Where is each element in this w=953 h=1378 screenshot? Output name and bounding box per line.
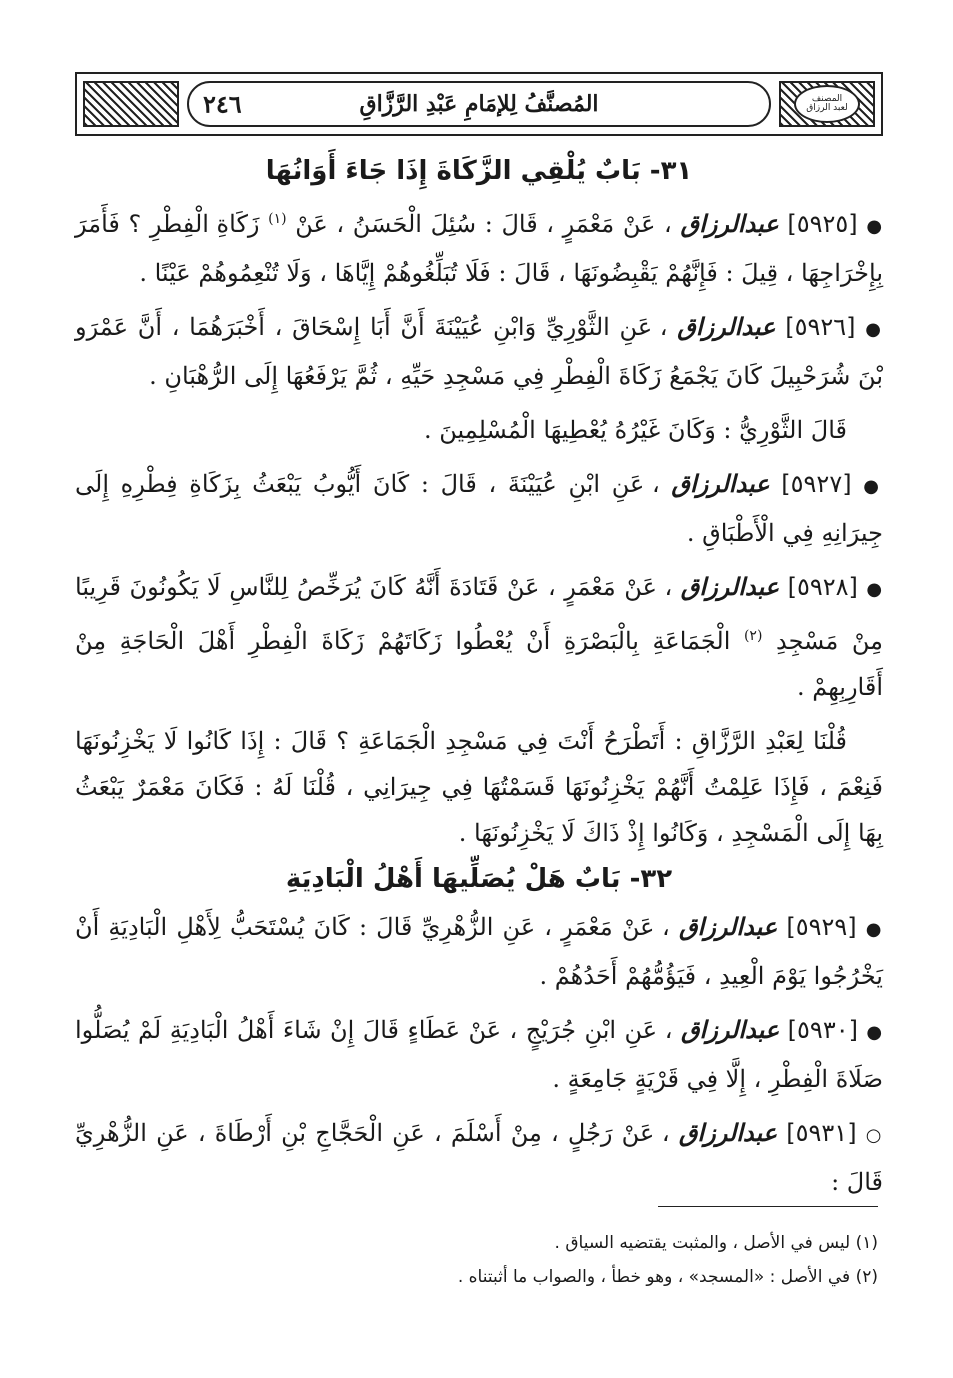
entry-text: ، عَنِ ابْنِ جُرَيْجٍ ، عَنْ عَطَاءٍ قَالَ إِنْ شَاءَ أَهْلُ الْبَادِيَةِ لَمْ يُصَلُّوا صَلَاةَ الْفِطْرِ ، إِلَّا فِي قَرْيَةٍ جَامِعَةٍ . bbox=[75, 1016, 883, 1093]
page-header bbox=[75, 72, 883, 136]
entry-text-after: الْجَمَاعَةِ بِالْبَصْرَةِ أَنْ يُعْطُوا زَكَاتَهُمْ زَكَاةَ الْفِطْرِ أَهْلَ الْحَاجَةِ مِنْ أَقَارِبِهِمْ . bbox=[75, 627, 883, 701]
footnote-1: (١) ليس في الأصل ، والمثبت يقتضيه السياق . bbox=[554, 1233, 878, 1253]
entry-text: ، عَنِ الثَّوْرِيِّ وَابْنِ عُيَيْنَةَ أَنَّ أَبَا إِسْحَاقَ ، أَخْبَرَهُمَا ، أَنَّ عَمْرَو بْنَ شُرَحْبِيلَ كَانَ يَجْمَعُ زَكَاةَ الْفِطْرِ فِي مَسْجِدِ حَيِّهِ ، ثُمَّ يَرْفَعُهَا إِلَى الرُّهْبَانِ . bbox=[75, 313, 883, 390]
entry-text: ، عَنِ ابْنِ عُيَيْنَةَ ، قَالَ : كَانَ أَيُّوبُ يَبْعَثُ بِزَكَاةِ فِطْرِهِ إِلَى جِيرَانِهِ فِي الْأَطْبَاقِ . bbox=[75, 470, 883, 547]
footnote-ref-2[interactable]: (٢) bbox=[743, 628, 763, 644]
entry-number: [٥٩٣١] bbox=[786, 1119, 857, 1147]
entry-number: [٥٩٢٨] bbox=[787, 573, 858, 601]
author-name: عبدالرزاق bbox=[671, 469, 770, 498]
bullet-icon: ● bbox=[865, 319, 883, 340]
footnote-ref-1[interactable]: (١) bbox=[268, 211, 287, 227]
entry-number: [٥٩٢٧] bbox=[781, 470, 852, 498]
header-cartouche bbox=[187, 81, 771, 127]
hadith-entry-5931 bbox=[75, 1110, 883, 1205]
footnote-2: (٢) في الأصل : «المسجد» ، وهو خطأ ، والصواب ما أثبتناه . bbox=[457, 1267, 878, 1287]
author-name: عبدالرزاق bbox=[680, 572, 780, 601]
entry-number: [٥٩٢٩] bbox=[786, 913, 857, 941]
hadith-entry-5928 bbox=[75, 564, 883, 710]
author-name: عبدالرزاق bbox=[678, 912, 778, 941]
entry-number: [٥٩٢٥] bbox=[787, 210, 858, 238]
author-name: عبدالرزاق bbox=[680, 1015, 780, 1044]
author-name: عبدالرزاق bbox=[678, 1118, 778, 1147]
bullet-icon: ● bbox=[866, 1022, 883, 1043]
header-ornament-left bbox=[83, 81, 179, 127]
entry-text-after: زَكَاةِ الْفِطْرِ ؟ فَأَمَرَ بِإِخْرَاجِهَا ، قِيلَ : فَإِنَّهُمْ يَقْبِضُونَهَا ، قَالَ : فَلَا تُبَلِّغُوهُمْ إِيَّاهَا ، وَلَا تُنْعِمُوهُمْ عَيْنًا . bbox=[75, 210, 883, 287]
seal-line-1: المصنف bbox=[811, 94, 843, 104]
hadith-entry-5927 bbox=[75, 461, 883, 556]
seal-line-2: لعبد الرزاق bbox=[806, 103, 848, 113]
entry-text-before: ، عَنْ مَعْمَرٍ ، عَنْ قَتَادَةَ أَنَّهُ كَانَ يُرَخِّصُ لِلنَّاسِ لَا يَكُونُونَ قَرِيبًا مِنْ مَسْجِدِ bbox=[75, 573, 883, 655]
bullet-icon: ● bbox=[866, 579, 883, 600]
book-seal-logo bbox=[794, 85, 860, 123]
page-body bbox=[75, 150, 883, 1213]
hadith-entry-5926 bbox=[75, 304, 883, 399]
hadith-entry-5930 bbox=[75, 1007, 883, 1102]
footnote-divider bbox=[658, 1206, 878, 1207]
entry-text: ، عَنْ رَجُلٍ ، مِنْ أَسْلَمَ ، عَنِ الْحَجَّاجِ بْنِ أَرْطَاةَ ، عَنِ الزُّهْرِيِّ قَالَ : bbox=[75, 1119, 883, 1196]
entry-text: ، عَنْ مَعْمَرٍ ، عَنِ الزُّهْرِيِّ قَالَ : كَانَ يُسْتَحَبُّ لِأَهْلِ الْبَادِيَةِ أَنْ يَخْرُجُوا يَوْمَ الْعِيدِ ، فَيَؤُمُّهُمْ أَحَدُهُمْ . bbox=[75, 913, 883, 990]
entry-number: [٥٩٢٦] bbox=[785, 313, 856, 341]
running-title: المُصنَّفُ لِلإمَامِ عَبْدِ الرَّزَّاقِ bbox=[359, 91, 599, 117]
hadith-entry-5929 bbox=[75, 904, 883, 999]
bullet-icon: ● bbox=[863, 476, 883, 497]
hadith-entry-5925 bbox=[75, 196, 883, 296]
bullet-icon: ● bbox=[866, 216, 884, 237]
note-abdurrazzaq: قُلْنَا لِعَبْدِ الرَّزَّاقِ : أَتَطْرَحُ أَنْتَ فِي مَسْجِدِ الْجَمَاعَةِ ؟ قَالَ : إِذَا كَانُوا لَا يَخْزِنُونَهَا فَنِعْمَ ، فَإِذَا عَلِمْتُ أَنَّهُمْ يَخْزِنُونَهَا قَسَمْتُهَا فِي جِيرَانِي ، قُلْنَا لَهُ : فَكَانَ مَعْمَرٌ يَبْعَثُ بِهَا إِلَى الْمَسْجِدِ ، وَكَانُوا إِذْ ذَاكَ لَا يَخْزِنُونَهَا . bbox=[75, 727, 883, 847]
bullet-icon: ● bbox=[865, 919, 883, 940]
entry-text-before: ، عَنْ مَعْمَرٍ ، قَالَ : سُئِلَ الْحَسَنُ ، عَنْ bbox=[295, 210, 672, 238]
author-name: عبدالرزاق bbox=[680, 209, 779, 238]
entry-number: [٥٩٣٠] bbox=[787, 1016, 858, 1044]
chapter-heading-32: ٣٢- بَابٌ هَلْ يُصَلِّيهَا أَهْلُ الْبَادِيَةِ bbox=[285, 864, 673, 894]
author-name: عبدالرزاق bbox=[677, 312, 776, 341]
note-thawri: قَالَ الثَّوْرِيُّ : وَكَانَ غَيْرُهُ يُعْطِيهَا الْمُسْلِمِينَ . bbox=[423, 416, 847, 444]
footnotes bbox=[70, 1226, 878, 1294]
page-number: ٢٤٦ bbox=[203, 89, 242, 119]
hollow-bullet-icon: ○ bbox=[865, 1125, 883, 1146]
chapter-heading-31: ٣١- بَابٌ يُلْقِي الزَّكَاةَ إِذَا جَاءَ أَوَانُهَا bbox=[265, 156, 693, 186]
header-ornament-right bbox=[779, 81, 875, 127]
